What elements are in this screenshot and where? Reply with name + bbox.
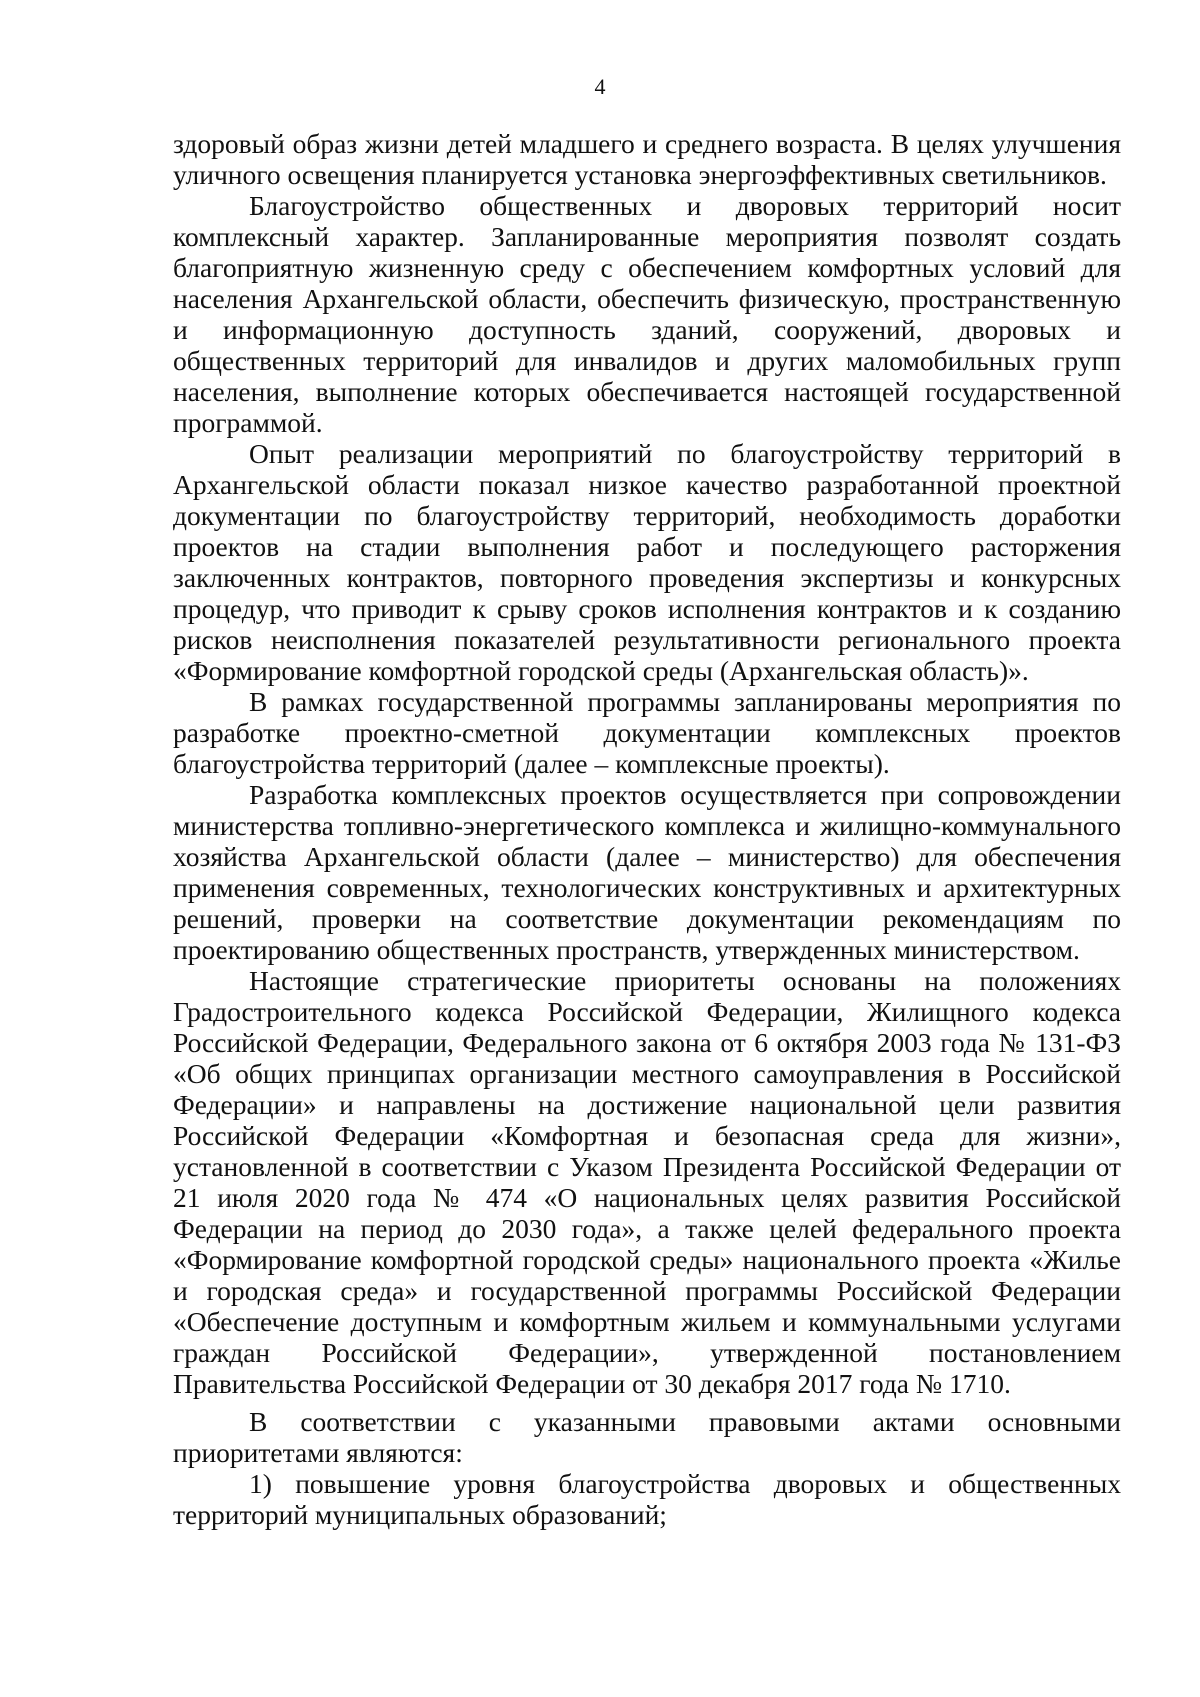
paragraph-priority-item-1: 1) повышение уровня благоустройства дворовых и общественных территорий муниципальных образований; — [173, 1468, 1121, 1530]
page-number: 4 — [594, 74, 606, 99]
paragraph-strategic-priorities: Настоящие стратегические приоритеты основаны на положениях Градостроительного кодекса Российской Федерации, Жилищного кодекса Российской Федерации, Федерального закона от 6 октября 2003 года № 131-ФЗ «Об общих принципах организации местного самоуправления в Российской Федерации» и направлены на достижение национальной цели развития Российской Федерации «Комфортная и безопасная среда для жизни», установленной в соответствии с Указом Президента Российской Федерации от 21 июля 2020 года № 474 «О национальных целях развития Российской Федерации на период до 2030 года», а также целей федерального проекта «Формирование комфортной городской среды» национального проекта «Жилье и городская среда» и государственной программы Российской Федерации «Обеспечение доступным и комфортным жильем и коммунальными услугами граждан Российской Федерации», утвержденной постановлением Правительства Российской Федерации от 30 декабря 2017 года № 1710. — [173, 965, 1121, 1399]
paragraph-planned-design-work: В рамках государственной программы запланированы мероприятия по разработке проектно-сметной документации комплексных проектов благоустройства территорий (далее – комплексные проекты). — [173, 686, 1121, 779]
paragraph-main-priorities-intro: В соответствии с указанными правовыми актами основными приоритетами являются: — [173, 1406, 1121, 1468]
paragraph-continuation: здоровый образ жизни детей младшего и среднего возраста. В целях улучшения уличного освещения планируется установка энергоэффективных светильников. — [173, 128, 1121, 190]
paragraph-landscaping-character: Благоустройство общественных и дворовых территорий носит комплексный характер. Запланированные мероприятия позволят создать благоприятную жизненную среду с обеспечением комфортных условий для населения Архангельской области, обеспечить физическую, пространственную и информационную доступность зданий, сооружений, дворовых и общественных территорий для инвалидов и других маломобильных групп населения, выполнение которых обеспечивается настоящей государственной программой. — [173, 190, 1121, 438]
paragraph-ministry-support: Разработка комплексных проектов осуществляется при сопровождении министерства топливно-энергетического комплекса и жилищно-коммунального хозяйства Архангельской области (далее – министерство) для обеспечения применения современных, технологических конструктивных и архитектурных решений, проверки на соответствие документации рекомендациям по проектированию общественных пространств, утвержденных министерством. — [173, 779, 1121, 965]
document-body — [173, 128, 1121, 1530]
paragraph-implementation-experience: Опыт реализации мероприятий по благоустройству территорий в Архангельской области показал низкое качество разработанной проектной документации по благоустройству территорий, необходимость доработки проектов на стадии выполнения работ и последующего расторжения заключенных контрактов, повторного проведения экспертизы и конкурсных процедур, что приводит к срыву сроков исполнения контрактов и к созданию рисков неисполнения показателей результативности регионального проекта «Формирование комфортной городской среды (Архангельская область)». — [173, 438, 1121, 686]
